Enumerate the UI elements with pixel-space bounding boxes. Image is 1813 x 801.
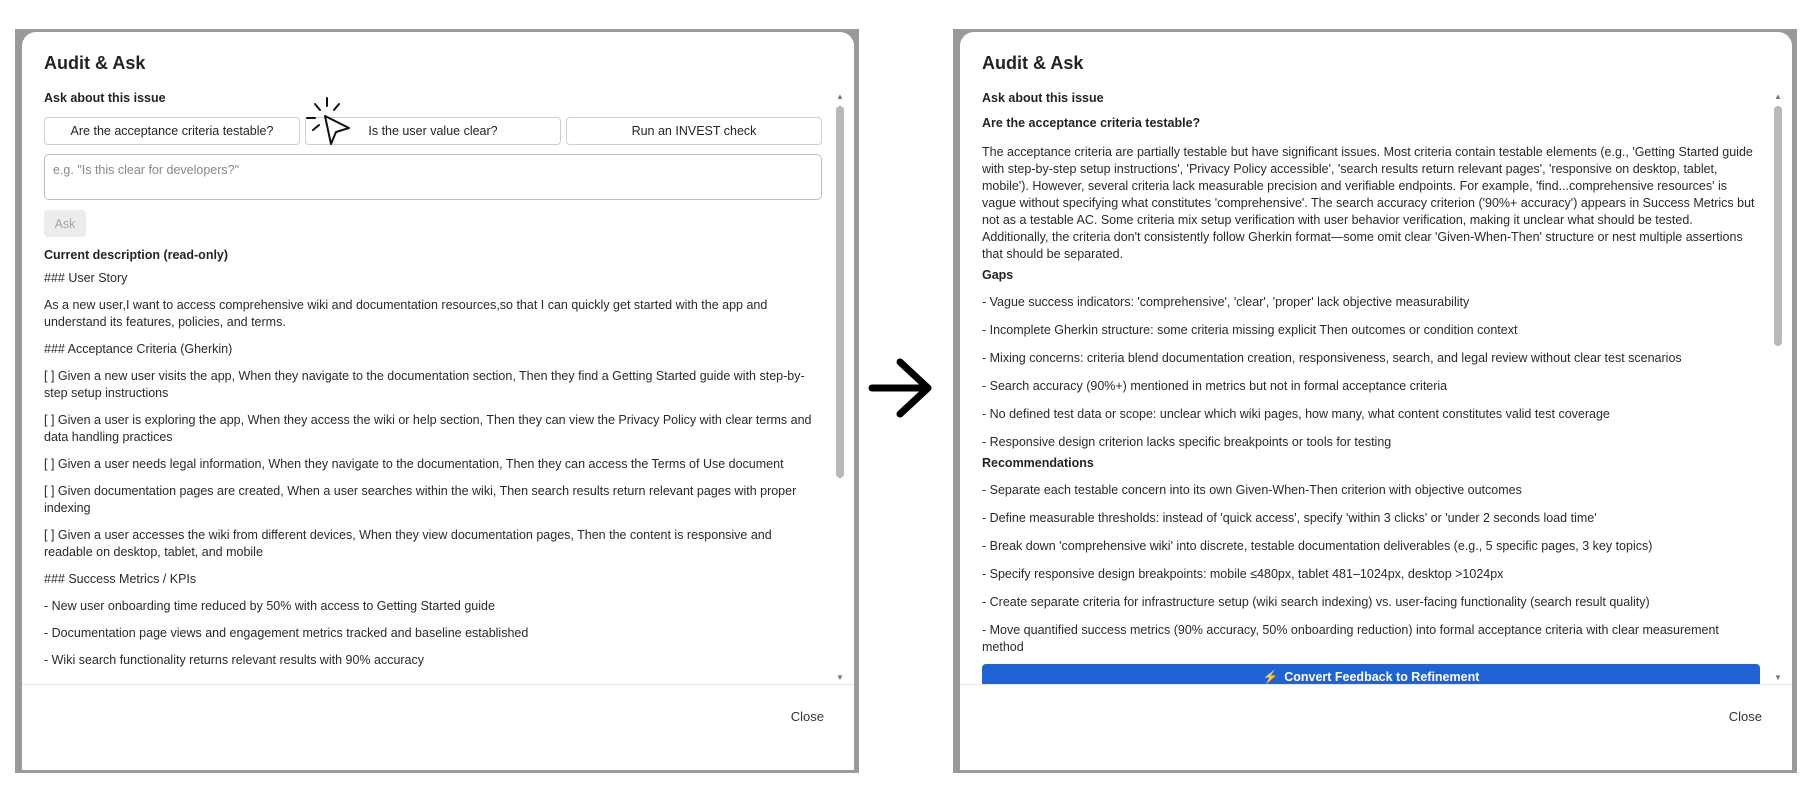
description-line: As a new user,I want to access comprehensive wiki and documentation resources,so that I can quickly get started with the app and understand its features, policies, and terms. [44,298,768,329]
recommendation-item: - Define measurable thresholds: instead of 'quick access', specify 'within 3 clicks' or 'under 2 seconds load time' [982,511,1597,525]
gap-item: - Mixing concerns: criteria blend documentation creation, responsiveness, search, and legal review without clear test scenarios [982,351,1682,365]
gaps-heading: Gaps [982,268,1014,282]
audit-ask-dialog-answered [960,32,1792,770]
gap-item: - No defined test data or scope: unclear which wiki pages, how many, what content constitutes valid test coverage [982,407,1610,421]
dialog-footer [960,684,1792,770]
gap-item: - Vague success indicators: 'comprehensive', 'clear', 'proper' lack objective measurability [982,295,1470,309]
description-line: [ ] Given a new user visits the app, When they navigate to the documentation section, Then they find a Getting Started guide with step-by-step setup instructions [44,369,805,400]
chip-invest[interactable]: Run an INVEST check [566,117,822,145]
recommendations-heading: Recommendations [982,456,1094,470]
dialog-footer [22,684,854,770]
description-readonly [44,270,822,669]
close-button[interactable]: Close [1728,709,1762,724]
scroll-up-icon[interactable]: ▲ [836,92,844,101]
description-line: ### Acceptance Criteria (Gherkin) [44,342,233,356]
description-line: ### Success Metrics / KPIs [44,572,197,586]
scrollbar-thumb[interactable] [836,106,844,478]
audit-ask-dialog [22,32,854,770]
description-line: [ ] Given a user needs legal information, When they navigate to the documentation, Then they can access the Terms of Use document [44,457,784,471]
description-line: - Documentation page views and engagement metrics tracked and baseline established [44,626,529,640]
dialog-body[interactable] [982,90,1760,684]
description-line: [ ] Given documentation pages are created, When a user searches within the wiki, Then search results return relevant pages with proper indexing [44,484,797,515]
recommendation-item: - Separate each testable concern into its own Given-When-Then criterion with objective outcomes [982,483,1522,497]
scroll-down-icon[interactable]: ▼ [836,673,844,682]
description-line: [ ] Given a user is exploring the app, When they access the wiki or help section, Then they can view the Privacy Policy with clear terms and data handling practices [44,413,812,444]
gap-item: - Responsive design criterion lacks specific breakpoints or tools for testing [982,435,1392,449]
convert-feedback-label: Convert Feedback to Refinement [1284,670,1480,684]
recommendation-item: - Move quantified success metrics (90% accuracy, 50% onboarding reduction) into formal acceptance criteria with clear measurement method [982,623,1719,654]
bolt-icon: ⚡ [1262,670,1279,684]
ask-label: Ask about this issue [44,91,166,105]
description-line: - Wiki search functionality returns relevant results with 90% accuracy [44,653,425,667]
recommendation-item: - Create separate criteria for infrastructure setup (wiki search indexing) vs. user-facing functionality (search result quality) [982,595,1650,609]
ask-button[interactable]: Ask [44,210,86,237]
description-label: Current description (read-only) [44,248,229,262]
description-line: ### User Story [44,271,128,285]
recommendation-item: - Break down 'comprehensive wiki' into discrete, testable documentation deliverables (e.g., 5 specific pages, 3 key topics) [982,539,1653,553]
recommendations-list [982,482,1760,656]
scrollbar-thumb[interactable] [1774,106,1782,346]
right-arrow-icon [868,356,934,420]
scrollbar[interactable] [1772,92,1784,684]
gap-item: - Search accuracy (90%+) mentioned in metrics but not in formal acceptance criteria [982,379,1448,393]
description-line: - New user onboarding time reduced by 50% with access to Getting Started guide [44,599,495,613]
chip-user-value[interactable]: Is the user value clear? [305,117,561,145]
dialog-title: Audit & Ask [982,53,1084,73]
recommendation-item: - Specify responsive design breakpoints: mobile ≤480px, tablet 481–1024px, desktop >1024px [982,567,1504,581]
modal-backdrop-left [15,29,859,773]
ask-input[interactable]: e.g. "Is this clear for developers?" [44,154,822,200]
answer-text: The acceptance criteria are partially testable but have significant issues. Most criteria contain testable elements (e.g., 'Getting Started guide with step-by-step setup instructions', 'Privacy Policy accessible', 'search results return relevant pages', 'responsive on desktop, tablet, mobile'). However, several criteria lack measurable precision and verifiable endpoints. For example, 'find...comprehensive resources' is vague without specifying what constitutes 'comprehensive'. The search accuracy criterion ('90%+ accuracy') appears in Success Metrics but not as a testable AC. Some criteria mix setup verification with user behavior verification, making it unclear what should be tested. Additionally, the criteria don't consistently follow Gherkin format—some omit clear 'Given-When-Then' structure or nest multiple assertions that should be separated. [982,145,1755,261]
scrollbar[interactable] [834,92,846,684]
asked-question: Are the acceptance criteria testable? [982,116,1201,130]
dialog-body[interactable] [44,90,822,684]
gap-item: - Incomplete Gherkin structure: some criteria missing explicit Then outcomes or condition context [982,323,1518,337]
suggestion-chips [44,117,822,145]
modal-backdrop-right [953,29,1797,773]
chip-testable[interactable]: Are the acceptance criteria testable? [44,117,300,145]
gaps-list [982,294,1760,451]
pointer-cursor-icon [305,96,365,156]
scroll-up-icon[interactable]: ▲ [1774,92,1782,101]
scroll-down-icon[interactable]: ▼ [1774,673,1782,682]
ask-label: Ask about this issue [982,91,1104,105]
close-button[interactable]: Close [790,709,824,724]
dialog-title: Audit & Ask [44,53,146,73]
description-line: [ ] Given a user accesses the wiki from different devices, When they view documentation pages, Then the content is responsive and readable on desktop, tablet, and mobile [44,528,772,559]
